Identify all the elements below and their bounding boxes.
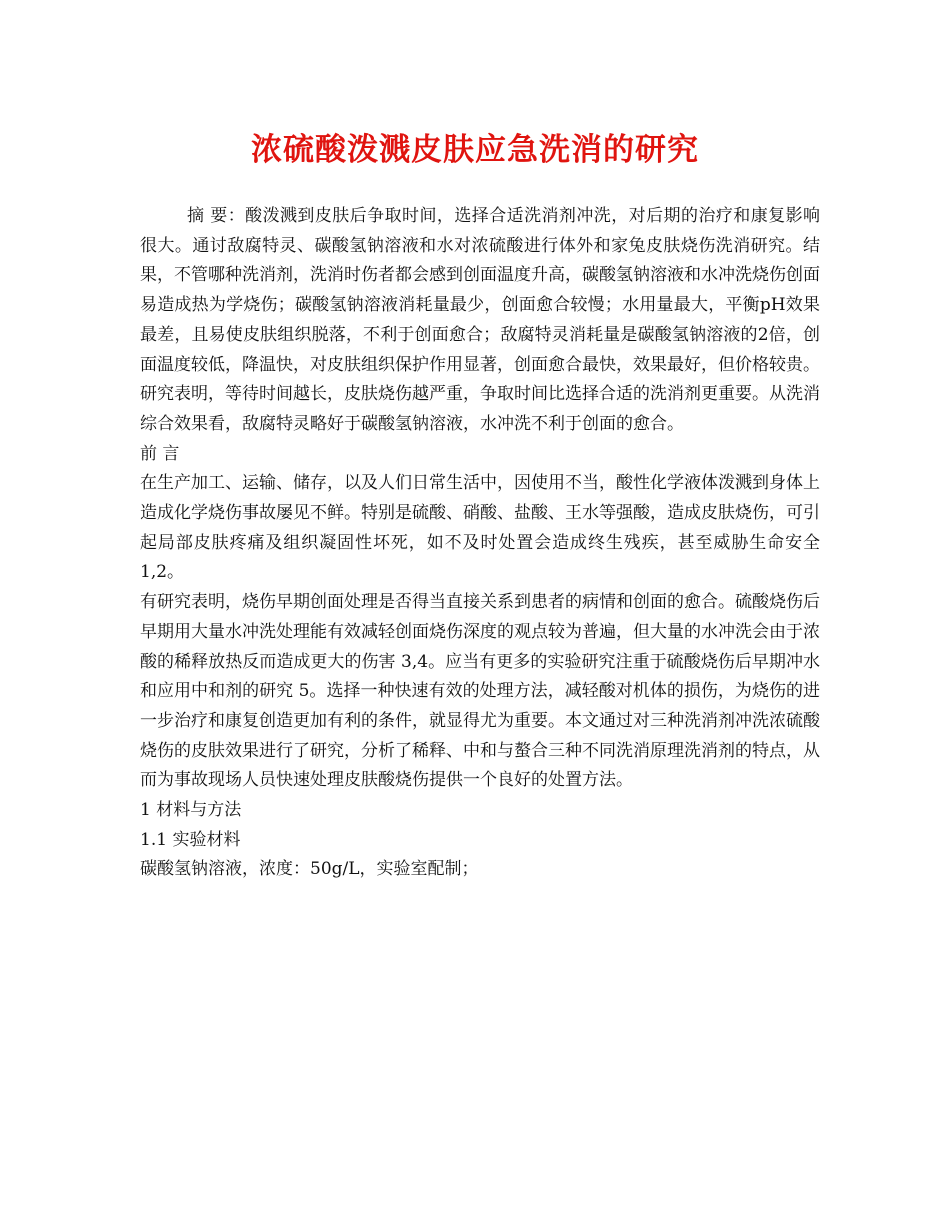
materials-item-1: 碳酸氢钠溶液，浓度：50g/L，实验室配制； [140,859,479,880]
subsection-heading-materials: 1.1 实验材料 [140,829,241,850]
preface-paragraph-1: 在生产加工、运输、储存，以及人们日常生活中，因使用不当，酸性化学液体泼溅到身体上造成化学烧伤事故屡见不鲜。特别是硫酸、硝酸、盐酸、王水等强酸，造成皮肤烧伤，可引起局部皮肤疼痛及组织凝固性坏死，如不及时处置会造成终生残疾，甚至威胁生命安全 1,2。 [140,473,820,583]
page-title: 浓硫酸泼溅皮肤应急洗消的研究 [251,132,699,168]
document-body [140,202,820,885]
section-heading-preface: 前 言 [140,443,180,464]
preface-paragraph-2: 有研究表明，烧伤早期创面处理是否得当直接关系到患者的病情和创面的愈合。硫酸烧伤后早期用大量水冲洗处理能有效减轻创面烧伤深度的观点较为普遍，但大量的水冲洗会由于浓酸的稀释放热反而造成更大的伤害 3,4。应当有更多的实验研究注重于硫酸烧伤后早期冲水和应用中和剂的研究 5。选择一种快速有效的处理方法，减轻酸对机体的损伤，为烧伤的进一步治疗和康复创造更加有利的条件，就显得尤为重要。本文通过对三种洗消剂冲洗浓硫酸烧伤的皮肤效果进行了研究，分析了稀释、中和与螯合三种不同洗消原理洗消剂的特点，从而为事故现场人员快速处理皮肤酸烧伤提供一个良好的处置方法。 [140,592,820,791]
section-heading-materials-methods: 1 材料与方法 [140,800,242,821]
abstract-paragraph: 摘 要：酸泼溅到皮肤后争取时间，选择合适洗消剂冲洗，对后期的治疗和康复影响很大。通讨敌腐特灵、碳酸氢钠溶液和水对浓硫酸进行体外和家兔皮肤烧伤洗消研究。结果，不管哪种洗消剂，洗消时伤者都会感到创面温度升高，碳酸氢钠溶液和水冲洗烧伤创面易造成热为学烧伤；碳酸氢钠溶液消耗量最少，创面愈合较慢；水用量最大，平衡pH效果最差，且易使皮肤组织脱落，不利于创面愈合；敌腐特灵消耗量是碳酸氢钠溶液的2倍，创面温度较低，降温快，对皮肤组织保护作用显著，创面愈合最快，效果最好，但价格较贵。研究表明，等待时间越长，皮肤烧伤越严重，争取时间比选择合适的洗消剂更重要。从洗消综合效果看，敌腐特灵略好于碳酸氢钠溶液，水冲洗不利于创面的愈合。 [140,206,820,434]
